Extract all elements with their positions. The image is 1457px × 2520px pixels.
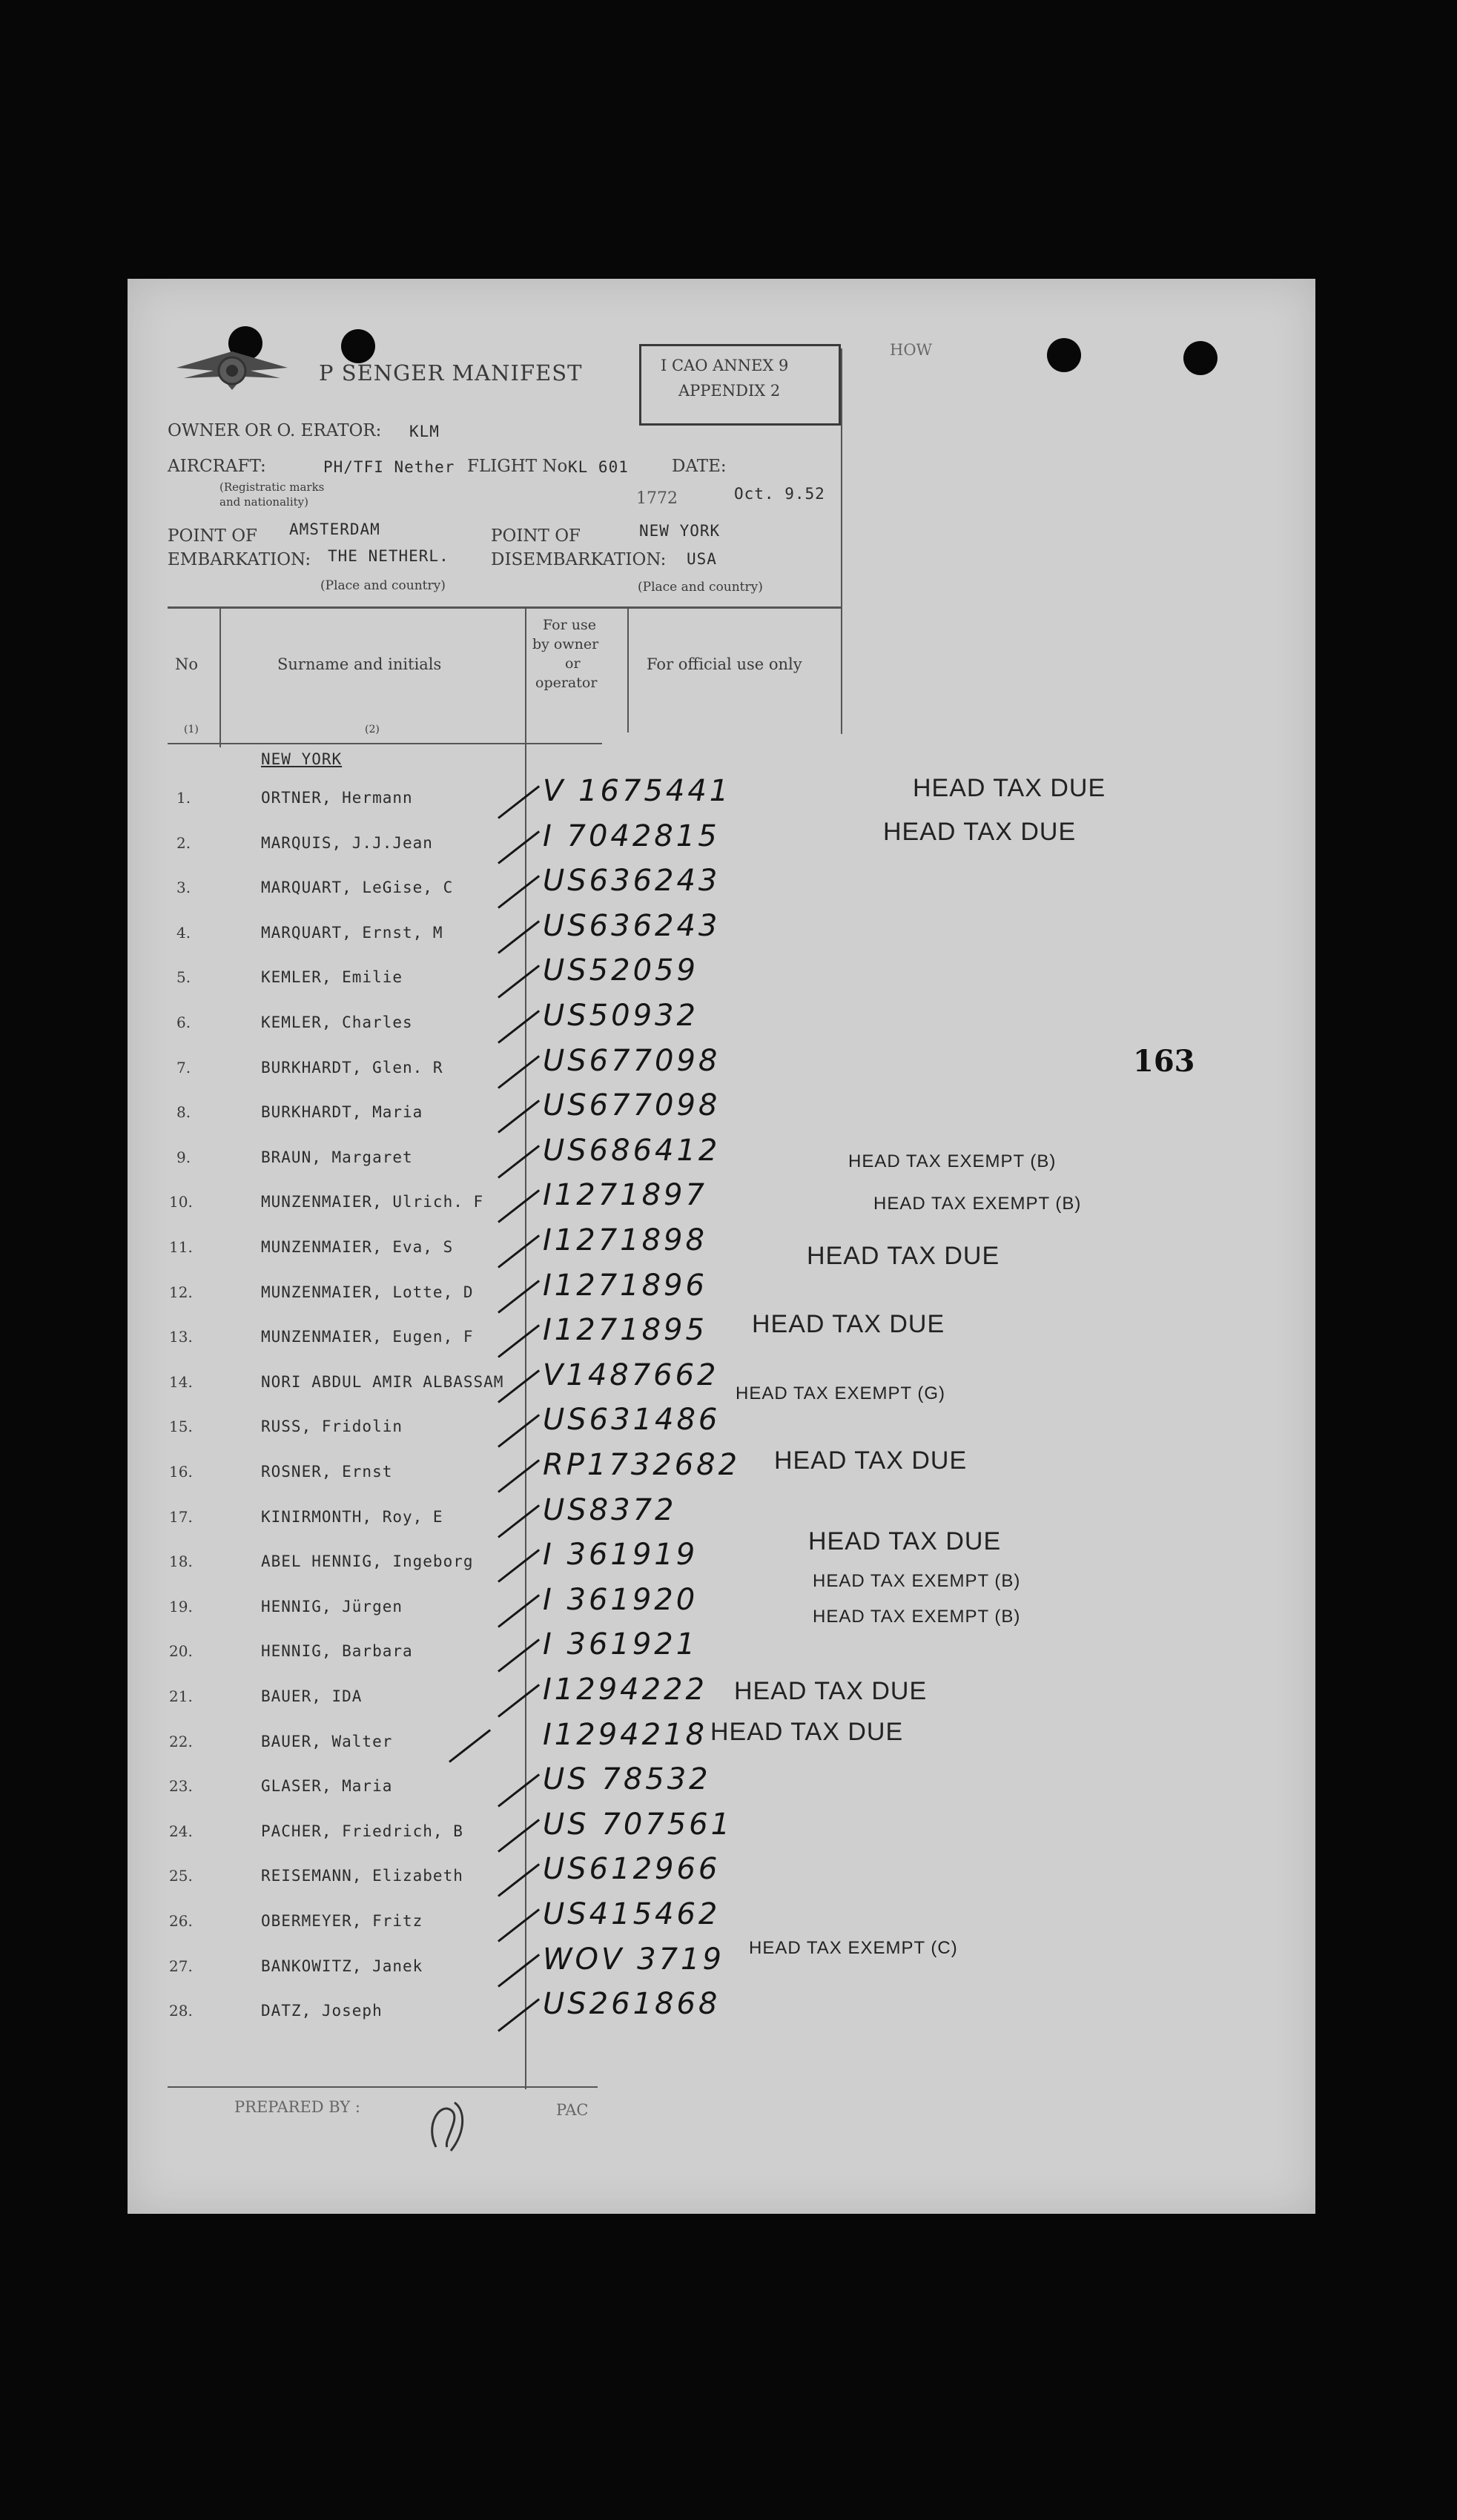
row-number: 9. bbox=[176, 1148, 191, 1166]
disembark-label-2: DISEMBARKATION: bbox=[491, 550, 667, 569]
manifest-title: P SENGER MANIFEST bbox=[319, 360, 583, 386]
passport-number: US686412 bbox=[543, 1133, 721, 1168]
embark-label-2: EMBARKATION: bbox=[168, 550, 311, 569]
col-header-no: No bbox=[175, 655, 199, 673]
passenger-name: KINIRMONTH, Roy, E bbox=[261, 1507, 443, 1526]
passport-number: US612966 bbox=[543, 1852, 721, 1887]
check-mark bbox=[498, 830, 540, 864]
row-number: 21. bbox=[169, 1687, 193, 1705]
col-sub-1: (1) bbox=[184, 724, 199, 735]
passenger-name: KEMLER, Emilie bbox=[261, 968, 403, 987]
check-mark bbox=[498, 1504, 540, 1538]
head-tax-stamp: HEAD TAX DUE bbox=[774, 1446, 968, 1475]
disembark-label-1: POINT OF bbox=[491, 526, 581, 546]
passenger-name: MUNZENMAIER, Eva, S bbox=[261, 1238, 454, 1256]
footer-right-fragment: PAC bbox=[556, 2101, 589, 2119]
row-number: 14. bbox=[169, 1372, 193, 1391]
check-mark bbox=[498, 1280, 540, 1313]
row-number: 5. bbox=[176, 968, 191, 987]
head-tax-stamp: HEAD TAX EXEMPT (B) bbox=[873, 1194, 1082, 1214]
row-number: 2. bbox=[176, 833, 191, 852]
check-mark bbox=[498, 1234, 540, 1268]
check-mark bbox=[498, 1954, 540, 1987]
passport-number: US677098 bbox=[543, 1043, 721, 1078]
passport-number: WOV 3719 bbox=[543, 1942, 724, 1977]
check-mark bbox=[498, 920, 540, 953]
passport-number: I1271896 bbox=[543, 1268, 707, 1303]
disembark-note: (Place and country) bbox=[638, 580, 763, 595]
disembark-value-1: NEW YORK bbox=[639, 522, 721, 540]
check-mark bbox=[449, 1729, 491, 1762]
passport-number: US 78532 bbox=[543, 1762, 711, 1797]
check-mark bbox=[498, 1908, 540, 1942]
passport-number: US8372 bbox=[543, 1492, 677, 1527]
flight-value: KL 601 bbox=[568, 458, 629, 476]
passenger-name: ORTNER, Hermann bbox=[261, 789, 413, 807]
check-mark bbox=[498, 1549, 540, 1582]
passenger-name: MUNZENMAIER, Eugen, F bbox=[261, 1328, 474, 1346]
row-number: 20. bbox=[169, 1642, 193, 1661]
row-number: 8. bbox=[176, 1103, 191, 1122]
passenger-name: BAUER, IDA bbox=[261, 1687, 363, 1705]
date-label: DATE: bbox=[672, 457, 727, 476]
footer-rule bbox=[168, 2086, 598, 2088]
date-value: Oct. 9.52 bbox=[734, 485, 825, 503]
passport-number: V1487662 bbox=[543, 1357, 719, 1392]
manifest-sheet bbox=[128, 279, 1315, 2214]
annex-line-2: APPENDIX 2 bbox=[678, 382, 781, 400]
passport-number: RP1732682 bbox=[543, 1448, 741, 1482]
passenger-name: REISEMANN, Elizabeth bbox=[261, 1867, 463, 1885]
passport-number: I 361921 bbox=[543, 1627, 698, 1662]
header-rule bbox=[168, 606, 841, 609]
row-number: 1. bbox=[176, 789, 191, 807]
check-mark bbox=[498, 1099, 540, 1133]
passport-number: US636243 bbox=[543, 864, 721, 899]
col-sub-2: (2) bbox=[365, 724, 380, 735]
check-mark bbox=[498, 1415, 540, 1448]
punch-hole bbox=[1183, 341, 1218, 375]
passenger-name: MUNZENMAIER, Ulrich. F bbox=[261, 1193, 484, 1211]
passenger-name: RUSS, Fridolin bbox=[261, 1418, 403, 1436]
how-text: HOW bbox=[890, 341, 933, 359]
check-mark bbox=[498, 1864, 540, 1897]
passport-number: I1271898 bbox=[543, 1223, 707, 1257]
owner-value: KLM bbox=[409, 423, 440, 440]
passport-number: I1294222 bbox=[543, 1673, 707, 1707]
registration-note-2: and nationality) bbox=[219, 495, 308, 509]
passport-number: US636243 bbox=[543, 908, 721, 943]
passport-number: US677098 bbox=[543, 1088, 721, 1123]
head-tax-stamp: HEAD TAX EXEMPT (B) bbox=[848, 1151, 1057, 1172]
passport-number: I 7042815 bbox=[543, 818, 720, 853]
head-tax-stamp: HEAD TAX DUE bbox=[734, 1677, 928, 1705]
col-header-use-2: by owner bbox=[532, 636, 599, 652]
row-number: 4. bbox=[176, 923, 191, 942]
head-tax-stamp: HEAD TAX EXEMPT (B) bbox=[813, 1570, 1021, 1591]
passport-number: US415462 bbox=[543, 1897, 721, 1931]
passport-number: I 361920 bbox=[543, 1582, 698, 1617]
col-divider-3 bbox=[627, 606, 629, 732]
passenger-name: ROSNER, Ernst bbox=[261, 1463, 393, 1481]
passport-number: US261868 bbox=[543, 1987, 721, 2022]
check-mark bbox=[498, 1190, 540, 1223]
passport-number: I1271897 bbox=[543, 1178, 707, 1213]
passenger-name: DATZ, Joseph bbox=[261, 2002, 383, 2020]
check-mark bbox=[498, 1773, 540, 1807]
row-number: 15. bbox=[169, 1418, 193, 1436]
check-mark bbox=[498, 1010, 540, 1043]
head-tax-stamp: HEAD TAX DUE bbox=[883, 817, 1077, 846]
head-tax-stamp: HEAD TAX DUE bbox=[807, 1241, 1000, 1270]
flight-handwritten: 1772 bbox=[636, 489, 678, 508]
passenger-name: OBERMEYER, Fritz bbox=[261, 1912, 423, 1930]
check-mark bbox=[498, 965, 540, 999]
row-number: 18. bbox=[169, 1552, 193, 1571]
check-mark bbox=[498, 1819, 540, 1852]
row-number: 23. bbox=[169, 1777, 193, 1796]
annex-line-1: I CAO ANNEX 9 bbox=[661, 357, 789, 374]
row-number: 10. bbox=[169, 1193, 193, 1211]
passport-number: US 707561 bbox=[543, 1807, 733, 1842]
passenger-name: BRAUN, Margaret bbox=[261, 1148, 413, 1166]
passenger-name: BURKHARDT, Glen. R bbox=[261, 1058, 443, 1077]
row-number: 17. bbox=[169, 1507, 193, 1526]
row-number: 13. bbox=[169, 1328, 193, 1346]
passport-number: V 1675441 bbox=[543, 774, 732, 808]
passport-number: I1294218 bbox=[543, 1717, 707, 1752]
passport-number: I1271895 bbox=[543, 1313, 707, 1348]
check-mark bbox=[498, 1459, 540, 1492]
row-number: 25. bbox=[169, 1867, 193, 1885]
flight-label: FLIGHT No bbox=[467, 457, 568, 476]
aircraft-value: PH/TFI Nether bbox=[323, 458, 455, 476]
row-number: 7. bbox=[176, 1058, 191, 1077]
passenger-name: ABEL HENNIG, Ingeborg bbox=[261, 1552, 474, 1571]
embark-label-1: POINT OF bbox=[168, 526, 258, 546]
col-header-official: For official use only bbox=[647, 655, 802, 673]
head-tax-stamp: HEAD TAX DUE bbox=[710, 1717, 904, 1746]
head-tax-stamp: HEAD TAX EXEMPT (C) bbox=[749, 1937, 958, 1958]
passenger-name: NORI ABDUL AMIR ALBASSAM bbox=[261, 1372, 504, 1391]
row-number: 12. bbox=[169, 1283, 193, 1301]
head-tax-stamp: HEAD TAX EXEMPT (B) bbox=[813, 1607, 1021, 1627]
passenger-name: MARQUART, LeGise, C bbox=[261, 879, 454, 897]
passenger-name: BAUER, Walter bbox=[261, 1732, 393, 1750]
passenger-name: MUNZENMAIER, Lotte, D bbox=[261, 1283, 474, 1301]
punch-hole bbox=[341, 329, 375, 363]
aircraft-label: AIRCRAFT: bbox=[168, 457, 266, 476]
row-number: 28. bbox=[169, 2002, 193, 2020]
passport-number: US631486 bbox=[543, 1403, 721, 1438]
passenger-name: HENNIG, Barbara bbox=[261, 1642, 413, 1661]
check-mark bbox=[498, 1369, 540, 1403]
check-mark bbox=[498, 785, 540, 818]
check-mark bbox=[498, 1055, 540, 1088]
check-mark bbox=[498, 1998, 540, 2031]
passenger-name: KEMLER, Charles bbox=[261, 1013, 413, 1031]
passenger-name: MARQUIS, J.J.Jean bbox=[261, 833, 433, 852]
row-number: 3. bbox=[176, 879, 191, 897]
registration-note-1: (Registratic marks bbox=[219, 480, 325, 494]
col-divider-4 bbox=[841, 348, 842, 734]
passenger-name: MARQUART, Ernst, M bbox=[261, 923, 443, 942]
annex-box bbox=[639, 344, 841, 426]
prepared-by-label: PREPARED BY : bbox=[234, 2098, 360, 2116]
col-header-name: Surname and initials bbox=[277, 655, 442, 673]
passenger-name: BURKHARDT, Maria bbox=[261, 1103, 423, 1122]
passenger-name: BANKOWITZ, Janek bbox=[261, 1957, 423, 1975]
passport-number: US50932 bbox=[543, 999, 698, 1033]
col-header-use-1: For use bbox=[543, 617, 596, 633]
row-number: 24. bbox=[169, 1822, 193, 1840]
check-mark bbox=[498, 875, 540, 908]
embark-value-2: THE NETHERL. bbox=[328, 547, 449, 565]
check-mark bbox=[498, 1145, 540, 1178]
row-number: 19. bbox=[169, 1597, 193, 1615]
subheader-rule bbox=[168, 743, 602, 744]
col-header-use-3: or bbox=[565, 655, 581, 672]
owner-label: OWNER OR O. ERATOR: bbox=[168, 421, 382, 440]
col-header-use-4: operator bbox=[535, 675, 598, 691]
embark-note: (Place and country) bbox=[320, 578, 446, 593]
row-number: 26. bbox=[169, 1912, 193, 1930]
col-divider-1 bbox=[219, 606, 221, 747]
passenger-name: HENNIG, Jürgen bbox=[261, 1597, 403, 1615]
passport-number: US52059 bbox=[543, 953, 698, 988]
head-tax-stamp: HEAD TAX EXEMPT (G) bbox=[736, 1383, 946, 1403]
head-tax-stamp: HEAD TAX DUE bbox=[913, 774, 1106, 802]
head-tax-stamp: HEAD TAX DUE bbox=[808, 1527, 1002, 1556]
check-mark bbox=[498, 1639, 540, 1673]
head-tax-stamp: HEAD TAX DUE bbox=[752, 1310, 945, 1339]
preparer-signature-icon bbox=[421, 2095, 473, 2154]
punch-hole bbox=[1047, 338, 1081, 372]
row-number: 22. bbox=[169, 1732, 193, 1750]
section-heading: NEW YORK bbox=[261, 750, 343, 768]
col-divider-2 bbox=[525, 606, 526, 2089]
page-number: 163 bbox=[1133, 1044, 1195, 1079]
passenger-name: GLASER, Maria bbox=[261, 1777, 393, 1796]
passport-number: I 361919 bbox=[543, 1538, 698, 1572]
row-number: 11. bbox=[169, 1238, 193, 1256]
airline-wings-logo-icon bbox=[169, 345, 295, 394]
passenger-name: PACHER, Friedrich, B bbox=[261, 1822, 463, 1840]
embark-value-1: AMSTERDAM bbox=[289, 520, 380, 538]
check-mark bbox=[498, 1594, 540, 1627]
check-mark bbox=[498, 1684, 540, 1717]
check-mark bbox=[498, 1324, 540, 1357]
disembark-value-2: USA bbox=[687, 550, 717, 568]
row-number: 16. bbox=[169, 1463, 193, 1481]
row-number: 6. bbox=[176, 1013, 191, 1031]
row-number: 27. bbox=[169, 1957, 193, 1975]
